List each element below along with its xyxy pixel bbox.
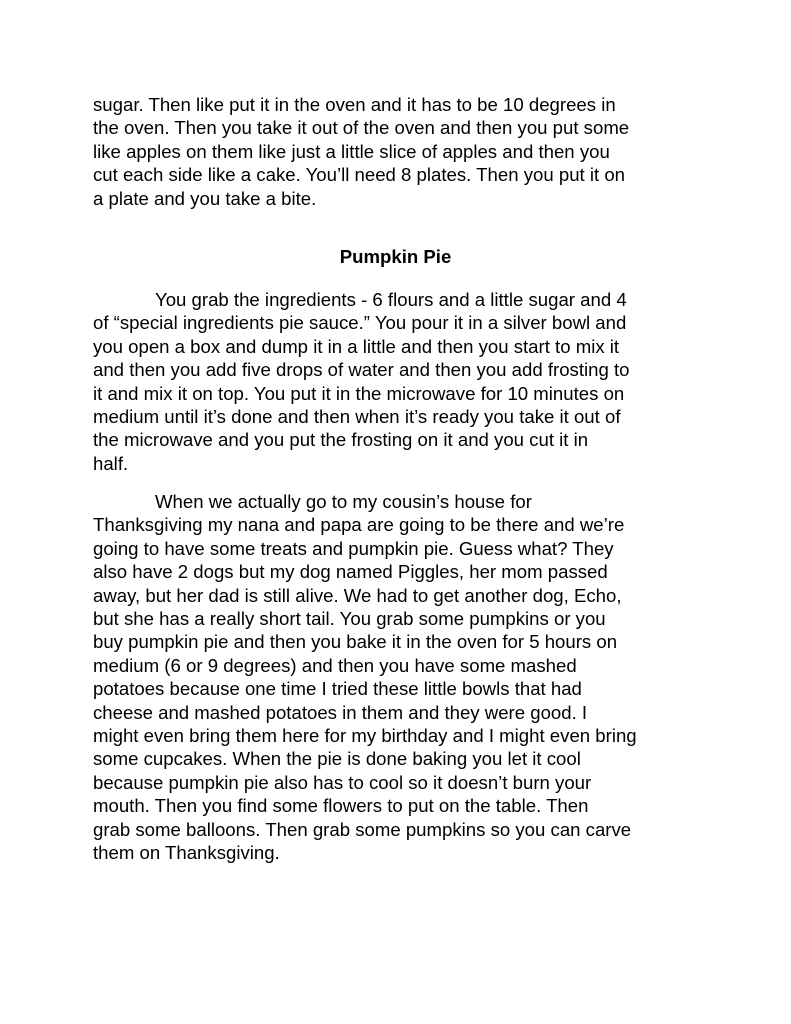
recipe-paragraph-text: You grab the ingredients - 6 flours and a little sugar and 4 of “special ingredients pie sauce.” You pour it in a silver bowl and you open a box and dump it in a little and then you start to mix it and then you add five drops of water and then you add frosting to it and mix it on top. You put it in the microwave for 10 minutes on medium until it’s done and then when it’s ready you take it out of the microwave and you put the frosting on it and you cut it in half. [93,289,630,474]
recipe-paragraph [93,288,705,475]
story-paragraph [93,490,705,865]
continuation-paragraph: sugar. Then like put it in the oven and it has to be 10 degrees in the oven. Then you take it out of the oven and then you put some like apples on them like just a little slice of apples and then you cut each side like a cake. You’ll need 8 plates. Then you put it on a plate and you take a bite. [93,94,630,209]
section-heading: Pumpkin Pie [339,246,452,267]
story-paragraph-text: When we actually go to my cousin’s house for Thanksgiving my nana and papa are going to be there and we’re going to have some treats and pumpkin pie. Guess what? They also have 2 dogs but my dog named Piggles, her mom passed away, but her dad is still alive. We had to get another dog, Echo, but she has a really short tail. You grab some pumpkins or you buy pumpkin pie and then you bake it in the oven for 5 hours on medium (6 or 9 degrees) and then you have some mashed potatoes because one time I tried these little bowls that had cheese and mashed potatoes in them and they were good. I might even bring them here for my birthday and I might even bring some cupcakes. When the pie is done baking you let it cool because pumpkin pie also has to cool so it doesn’t burn your mouth. Then you find some flowers to put on the table. Then grab some balloons. Then grab some pumpkins so you can carve them on Thanksgiving. [93,491,637,864]
